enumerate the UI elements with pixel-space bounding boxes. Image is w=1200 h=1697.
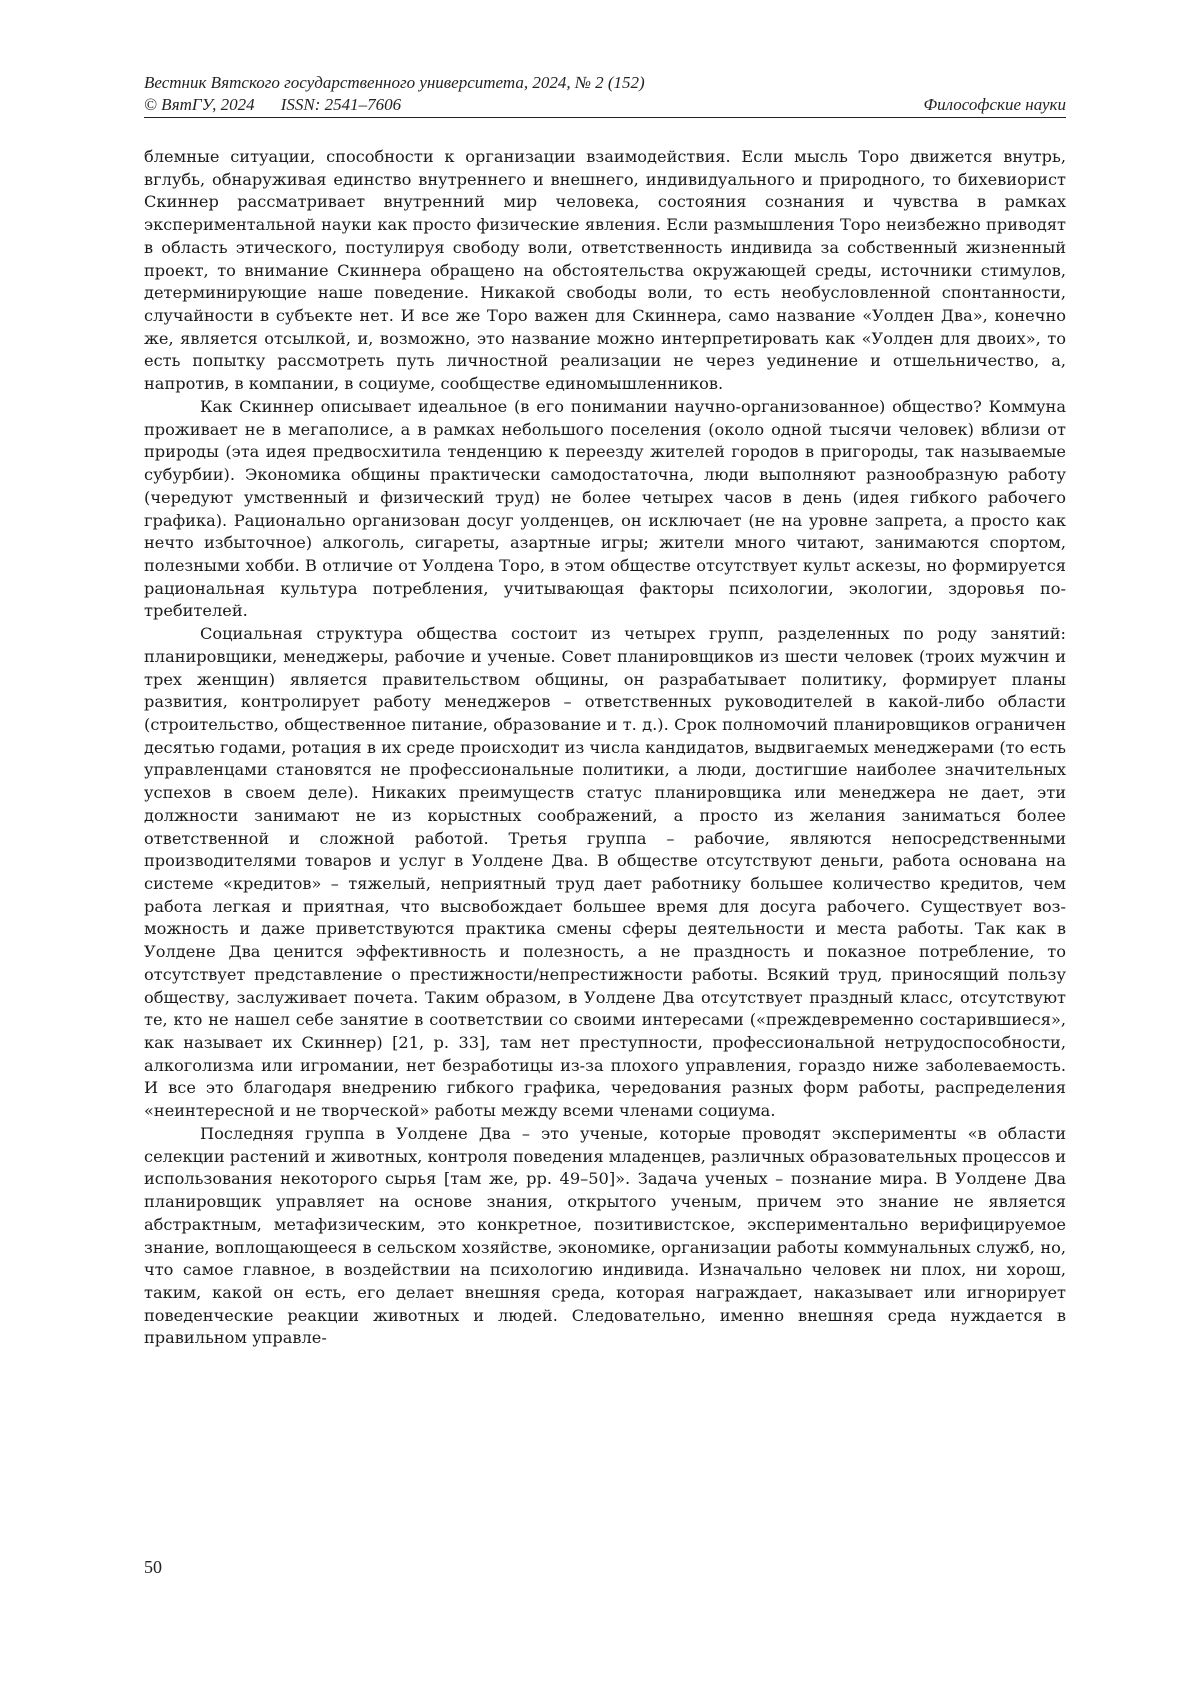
paragraph: Последняя группа в Уолдене Два – это ученые, которые проводят эксперименты «в области селекции растений и животных, контроля поведения младенцев, различных образовательных процессов и использования некоторого сырья [там же, pp. 49–50]». Задача ученых – познание мира. В Уолдене Два планировщик управляет на основе знания, открытого ученым, причем это знание не является абстрактным, метафизическим, это конкретное, позитивистское, экспериментально верифицируемое знание, воплощающееся в сельском хозяйстве, экономике, организации работы коммунальных служб, но, что самое главное, в воздействии на психологию индивида. Изначально человек ни плох, ни хорош, таким, какой он есть, его делает внешняя среда, которая награждает, наказывает или игнорирует поведенческие реакции животных и людей. Следовательно, именно внешняя среда нуждается в правильном управле-	[144, 1123, 1066, 1348]
page-number: 50	[144, 1557, 162, 1577]
header-rule	[144, 117, 1066, 118]
paragraph: блемные ситуации, способности к организации взаимодействия. Если мысль Торо движется внутрь, вглубь, обнаруживая единство внутреннего и внешнего, индивидуального и природного, то бихевиорист Скиннер рассматривает внутренний мир человека, состояния сознания и чувства в рамках экспериментальной науки как просто физические явления. Если размышления Торо неизбежно приводят в область этического, постулируя свободу воли, ответственность индивида за собственный жизненный проект, то внимание Скиннера обращено на обстоятельства окружающей среды, источники стимулов, детерминирующие наше поведение. Никакой свободы воли, то есть необусловленной спонтанности, случайности в субъекте нет. И все же Торо важен для Скиннера, само название «Уолден Два», конечно же, является отсылкой, и, возможно, это название можно интерпретировать как «Уолден для двоих», то есть попытку рассмотреть путь личностной реализации не через уединение и отшельничество, а, напротив, в компании, в социуме, сообществе единомышленников.	[144, 147, 1066, 394]
paragraph: Как Скиннер описывает идеальное (в его понимании научно-организованное) общество? Коммуна проживает не в мегаполисе, а в рамках небольшого поселения (около одной тысячи человек) вблизи от природы (эта идея предвосхитила тенденцию к переезду жителей городов в пригороды, так называемые субурбии). Экономика общины практически самодостаточна, люди выполняют разнообразную работу (чередуют умственный и физический труд) не более четырех часов в день (идея гибкого рабочего графика). Рационально организован досуг уолденцев, он исключает (не на уровне запрета, а просто как нечто избыточное) алкоголь, сигареты, азартные игры; жители много читают, занимаются спортом, полезными хобби. В отличие от Уолдена Торо, в этом обществе отсутствует культ аскезы, но формируется рациональная культура потребления, учитывающая факторы психологии, экологии, здоровья потребителей.	[144, 396, 1066, 621]
article-body	[144, 146, 1066, 1350]
issn: ISSN: 2541–7606	[280, 95, 402, 114]
section-name: Философские науки	[923, 95, 1066, 114]
running-header	[144, 72, 1066, 116]
header-meta-left	[144, 94, 401, 116]
header-meta-row	[144, 94, 1066, 116]
paragraph: Социальная структура общества состоит из четырех групп, разделенных по роду занятий: планировщики, менеджеры, рабочие и ученые. Совет планировщиков из шести человек (троих мужчин и трех женщин) является правительством общины, он разрабатывает политику, формирует планы развития, контролирует работу менеджеров – ответственных руководителей в какой-либо области (строительство, общественное питание, образование и т. д.). Срок полномочий планировщиков ограничен десятью годами, ротация в их среде происходит из числа кандидатов, выдвигаемых менеджерами (то есть управленцами становятся не профессиональные политики, а люди, достигшие наиболее значительных успехов в своем деле). Никаких преимуществ статус планировщика или менеджера не дает, эти должности занимают не из корыстных соображений, а просто из желания заниматься более ответственной и сложной работой. Третья группа – рабочие, являются непосредственными производителями товаров и услуг в Уолдене Два. В обществе отсутствуют деньги, работа основана на системе «кредитов» – тяжелый, неприятный труд дает работнику большее количество кредитов, чем работа легкая и приятная, что высвобождает большее время для досуга рабочего. Существует возможность и даже приветствуются практика смены сферы деятельности и места работы. Так как в Уолдене Два ценится эффективность и полезность, а не праздность и показное потребление, то отсутствует представление о престижности/непрестижности работы. Всякий труд, приносящий пользу обществу, заслуживает почета. Таким образом, в Уолдене Два отсутствует праздный класс, отсутствуют те, кто не нашел себе занятие в соответствии со своими интересами («преждевременно состарившиеся», как называет их Скиннер) [21, p. 33], там нет преступности, профессиональной нетрудоспособности, алкоголизма или игромании, нет безработицы из-за плохого управления, гораздо ниже заболеваемость. И все это благодаря внедрению гибкого графика, чередования разных форм работы, распределения «неинтересной и не творческой» работы между всеми членами социума.	[144, 624, 1066, 1121]
journal-title: Вестник Вятского государственного университета, 2024, № 2 (152)	[144, 73, 645, 92]
copyright: © ВятГУ, 2024	[144, 95, 255, 114]
